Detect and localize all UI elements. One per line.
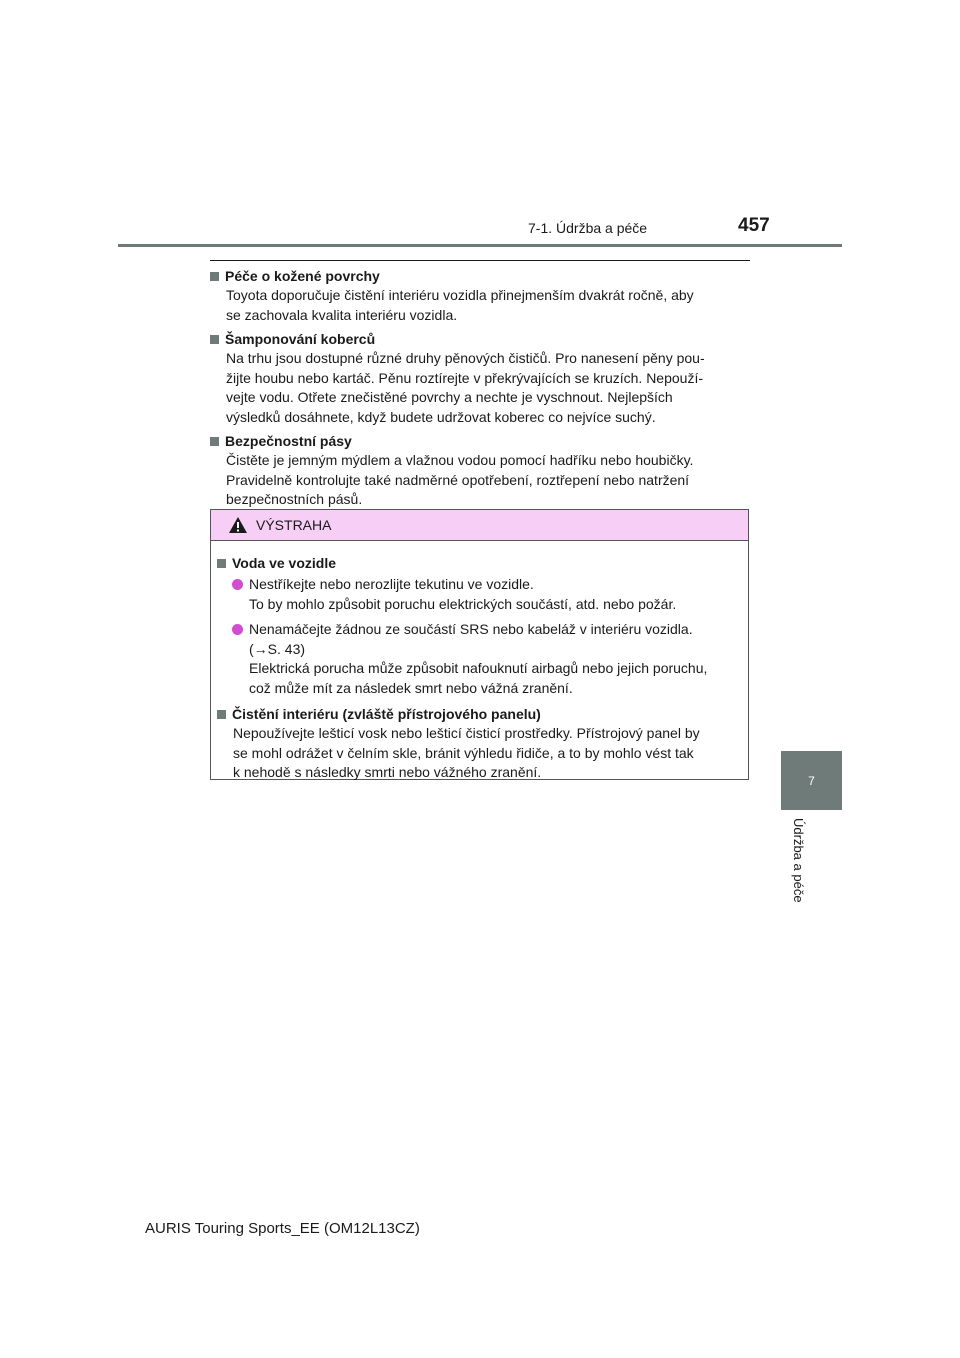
- text-line: se zachovala kvalita interiéru vozidla.: [226, 306, 458, 323]
- text-line: Nestříkejte nebo nerozlijte tekutinu ve vozidle.: [249, 576, 534, 592]
- text-line: To by mohlo způsobit poruchu elektrických součástí, atd. nebo požár.: [249, 595, 677, 612]
- square-bullet-icon: [217, 559, 226, 568]
- section-title: Péče o kožené povrchy: [225, 268, 380, 284]
- chapter-tab[interactable]: 7: [781, 751, 842, 810]
- text-line: Pravidelně kontrolujte také nadměrné opotřebení, roztřepení nebo natržení: [226, 471, 690, 488]
- warning-box: [210, 509, 749, 780]
- chapter-label: Údržba a péče: [791, 818, 806, 903]
- warning-bullet: [217, 620, 742, 698]
- text-line: Nepoužívejte lešticí vosk nebo lešticí čisticí prostředky. Přístrojový panel by: [233, 725, 700, 741]
- text-line: Toyota doporučuje čistění interiéru vozidla přinejmenším dvakrát ročně, aby: [226, 287, 694, 303]
- text-line: vejte vodu. Otřete znečistěné povrchy a nechte je vyschnout. Nejlepších: [226, 389, 673, 405]
- warning-title: VÝSTRAHA: [256, 517, 332, 533]
- warning-block-title: Čistění interiéru (zvláště přístrojového panelu): [232, 706, 541, 722]
- warning-triangle-icon: [228, 516, 248, 534]
- section-leather: [210, 266, 746, 325]
- text-line: k nehodě s následky smrti nebo vážného zranění.: [233, 764, 542, 780]
- text-line: výsledků dosáhnete, když budete udržovat koberec co nejvíce suchý.: [226, 408, 656, 425]
- text-line: Čistěte je jemným mýdlem a vlažnou vodou pomocí hadříku nebo houbičky.: [226, 452, 694, 468]
- text-line: Na trhu jsou dostupné různé druhy pěnových čističů. Pro nanesení pěny pou-: [226, 350, 705, 366]
- page-number: 457: [738, 215, 770, 236]
- section-title: Šamponování koberců: [225, 331, 376, 347]
- page-reference-link[interactable]: (→S. 43): [249, 640, 306, 657]
- warning-block-title: Voda ve vozidle: [232, 555, 336, 571]
- main-content: [210, 266, 746, 514]
- section-seatbelts: [210, 431, 746, 510]
- content-top-divider: [210, 260, 750, 261]
- warning-bullet: [217, 575, 742, 614]
- text-line: se mohl odrážet v čelním skle, bránit výhledu řidiče, a to by mohlo vést tak: [233, 744, 694, 761]
- circle-bullet-icon: [232, 624, 243, 635]
- section-carpet: [210, 329, 746, 427]
- square-bullet-icon: [217, 710, 226, 719]
- section-body: [210, 451, 746, 510]
- square-bullet-icon: [210, 437, 219, 446]
- square-bullet-icon: [210, 335, 219, 344]
- circle-bullet-icon: [232, 579, 243, 590]
- square-bullet-icon: [210, 272, 219, 281]
- warning-header: [211, 510, 748, 541]
- section-body: [210, 349, 746, 427]
- text-line: Nenamáčejte žádnou ze součástí SRS nebo kabeláž v interiéru vozidla.: [249, 621, 693, 637]
- section-title: Bezpečnostní pásy: [225, 433, 352, 449]
- text-line: žijte houbu nebo kartáč. Pěnu roztírejte v překrývajících se kruzích. Nepouží-: [226, 369, 704, 386]
- text-line: bezpečnostních pásů.: [226, 491, 363, 507]
- warning-text: [217, 724, 742, 783]
- header-divider: [118, 244, 842, 247]
- text-line: Elektrická porucha může způsobit nafouknutí airbagů nebo jejich poruchu,: [249, 660, 708, 676]
- text-line: což může mít za následek smrt nebo vážná zranění.: [249, 679, 573, 696]
- warning-body: [211, 541, 748, 783]
- footer-model: AURIS Touring Sports_EE (OM12L13CZ): [145, 1220, 420, 1237]
- section-body: [210, 286, 746, 325]
- header-section-title: 7-1. Údržba a péče: [528, 220, 648, 236]
